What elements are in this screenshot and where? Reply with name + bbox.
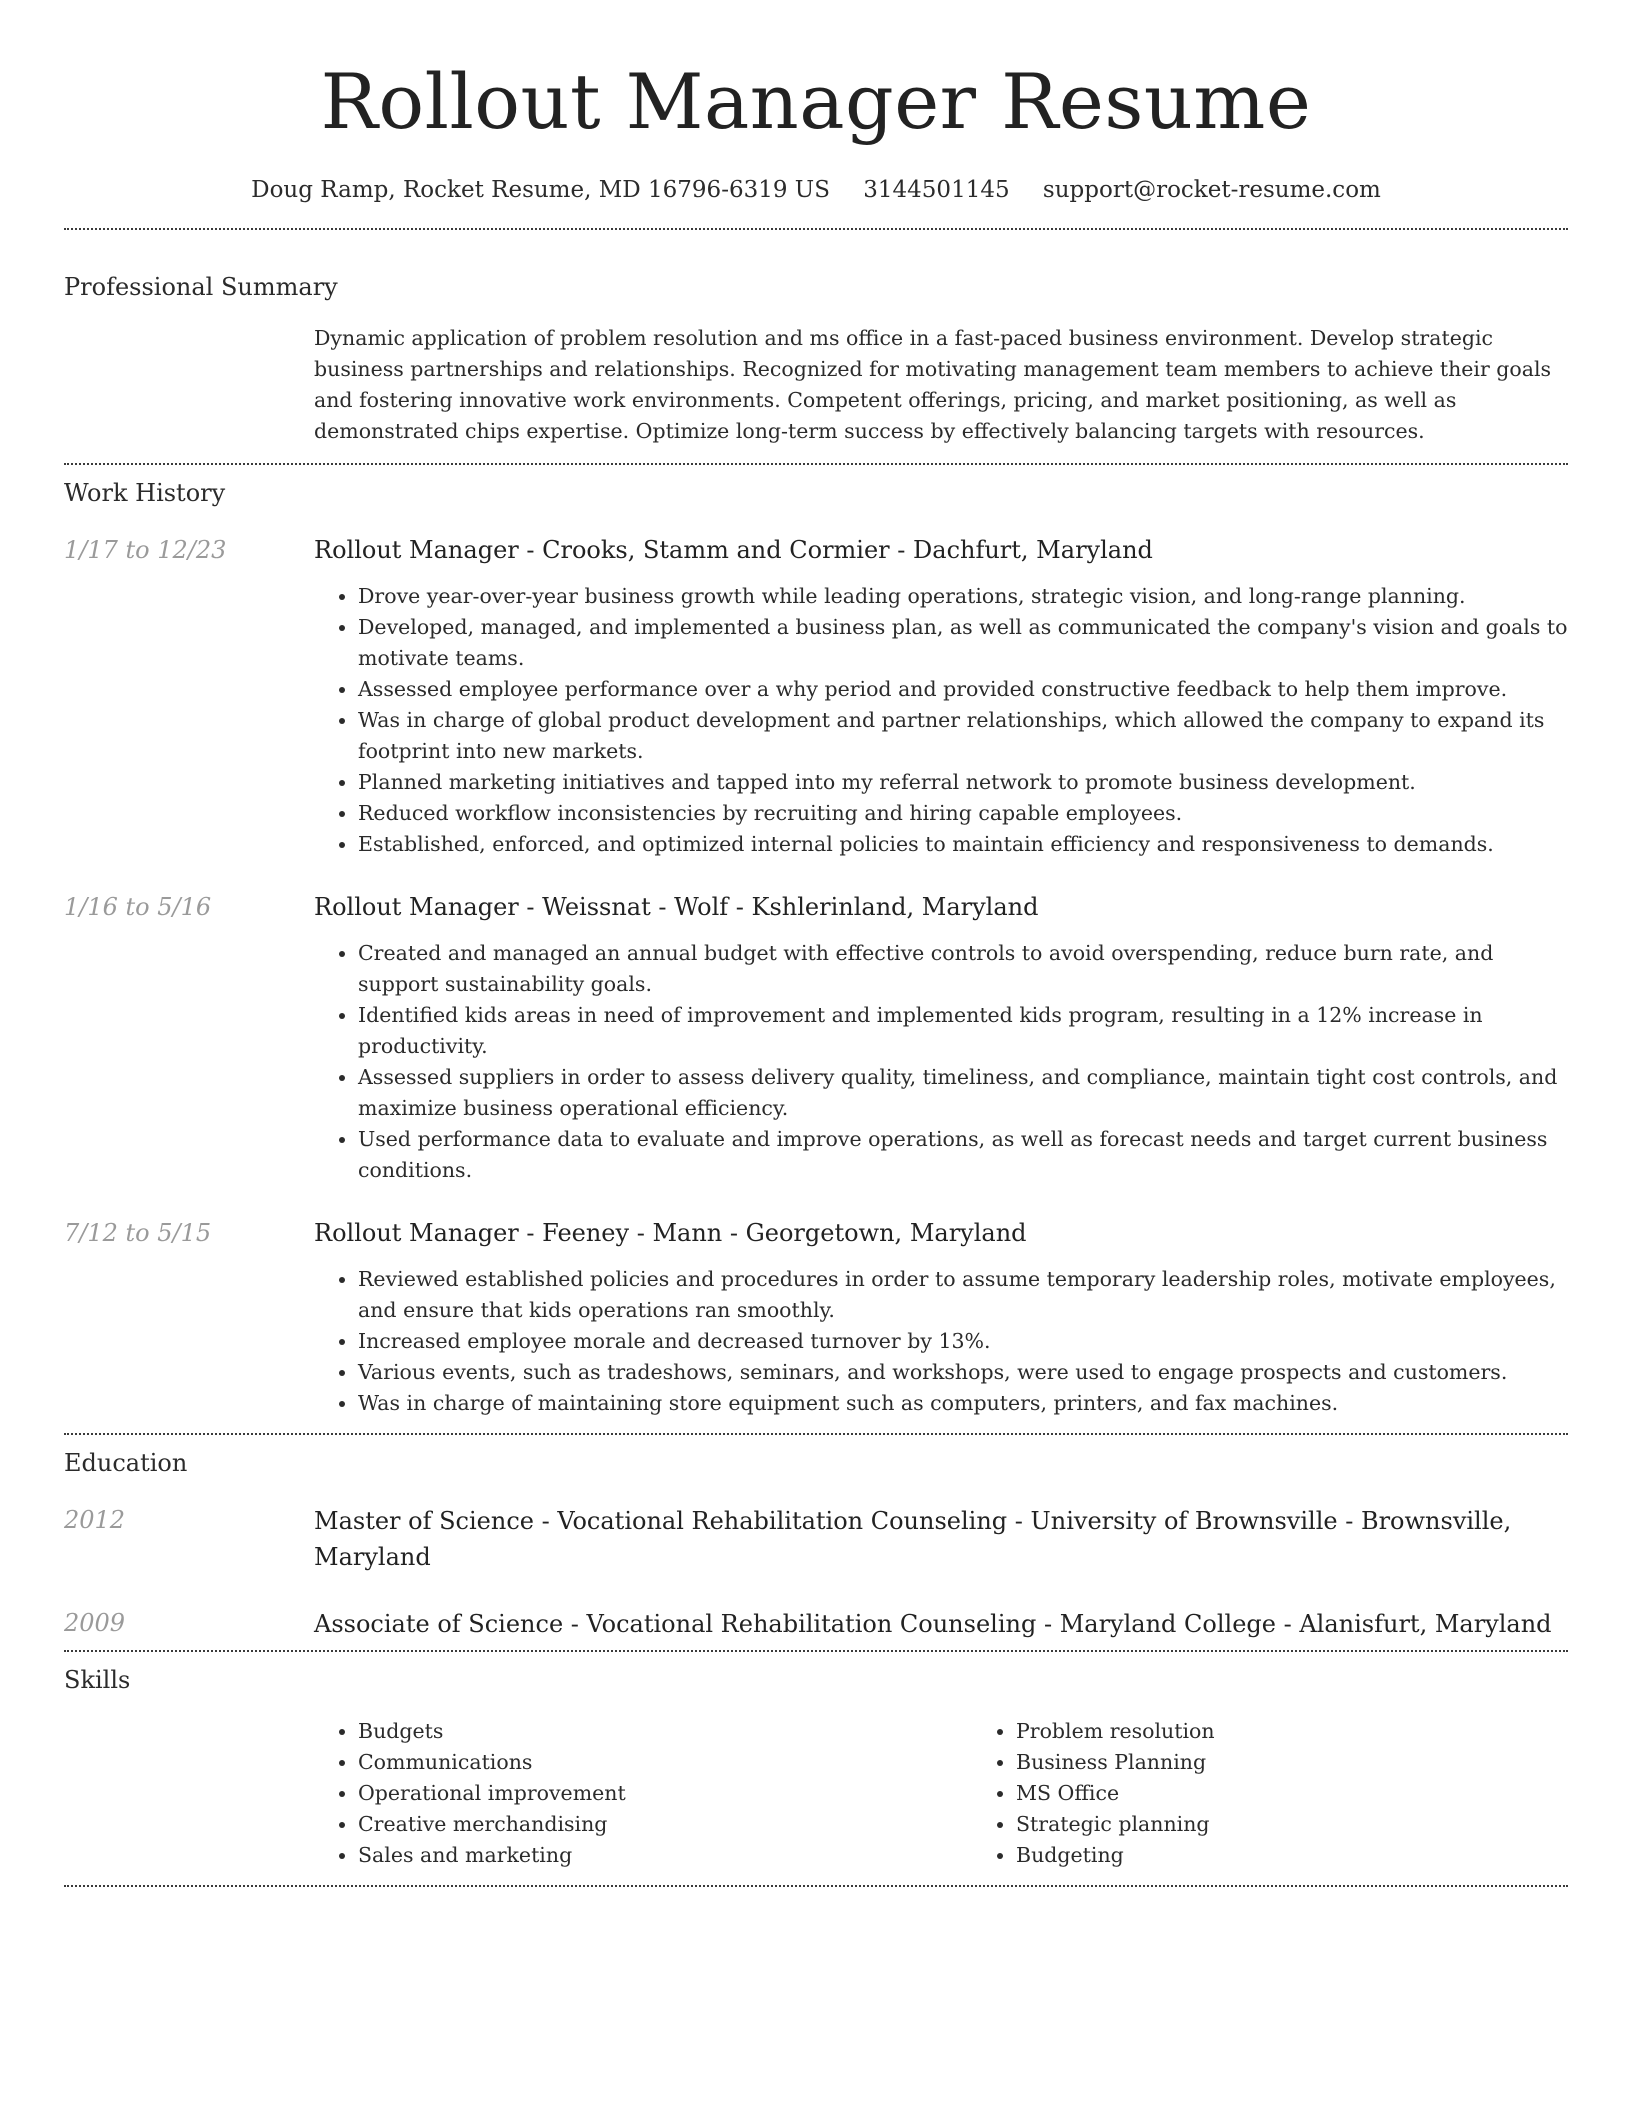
job-bullets [314, 581, 1568, 860]
divider [64, 463, 1568, 465]
job-entry [64, 1216, 1568, 1419]
job-title: Rollout Manager - Crooks, Stamm and Cormier - Dachfurt, Maryland [314, 536, 1153, 564]
job-body [314, 890, 1568, 1186]
summary-body [314, 323, 1568, 447]
job-dates: 1/16 to 5/16 [64, 893, 212, 921]
list-item: • Drove year-over-year business growth while leading operations, strategic vision, and long-range planning. [358, 581, 1568, 612]
job-entry [64, 890, 1568, 1186]
list-item: • Business Planning [1016, 1747, 1630, 1778]
list-item: • MS Office [1016, 1778, 1630, 1809]
list-item: • Developed, managed, and implemented a business plan, as well as communicated the company's vision and goals to motivate teams. [358, 612, 1568, 674]
education-body [314, 1503, 1568, 1575]
list-item: • Increased employee morale and decreased turnover by 13%. [358, 1326, 1568, 1357]
list-item: • Assessed suppliers in order to assess delivery quality, timeliness, and compliance, maintain tight cost controls, and maximize business operational efficiency. [358, 1062, 1568, 1124]
section-heading-work: Work History [64, 479, 226, 507]
job-bullets [314, 1264, 1568, 1419]
job-dates: 1/17 to 12/23 [64, 536, 227, 564]
education-year: 2009 [64, 1609, 126, 1637]
job-body [314, 1216, 1568, 1419]
page-title: Rollout Manager Resume [320, 57, 1312, 146]
section-heading-skills: Skills [64, 1666, 131, 1694]
list-item: • Operational improvement [358, 1778, 972, 1809]
list-item: • Communications [358, 1747, 972, 1778]
job-title: Rollout Manager - Feeney - Mann - Georgetown, Maryland [314, 1219, 1027, 1247]
list-item: • Reviewed established policies and procedures in order to assume temporary leadership roles, motivate employees, and ensure that kids operations ran smoothly. [358, 1264, 1568, 1326]
list-item: • Various events, such as tradeshows, seminars, and workshops, were used to engage prospects and customers. [358, 1357, 1568, 1388]
summary-row [64, 323, 1568, 447]
summary-text: Dynamic application of problem resolution and ms office in a fast-paced business environment. Develop strategic business partnerships and relationships. Recognized for motivating management team members to achieve their goals and fostering innovative work environments. Competent offerings, pricing, and market positioning, as well as demonstrated chips expertise. Optimize long-term success by effectively balancing targets with resources. [314, 326, 1552, 443]
education-body [314, 1606, 1568, 1642]
divider [64, 228, 1568, 230]
list-item: • Strategic planning [1016, 1809, 1630, 1840]
contact-line [64, 174, 1568, 206]
skills-section [64, 1664, 1568, 1871]
summary-spacer [64, 323, 314, 447]
divider [64, 1885, 1568, 1887]
education-entry [64, 1503, 1568, 1575]
divider [64, 1650, 1568, 1652]
skills-grid [314, 1716, 1568, 1871]
contact-phone: 3144501145 [863, 177, 1010, 203]
list-item: • Created and managed an annual budget with effective controls to avoid overspending, reduce burn rate, and support sustainability goals. [358, 938, 1568, 1000]
list-item: • Identified kids areas in need of improvement and implemented kids program, resulting in a 12% increase in productivity. [358, 1000, 1568, 1062]
job-title: Rollout Manager - Weissnat - Wolf - Kshlerinland, Maryland [314, 893, 1039, 921]
list-item: • Creative merchandising [358, 1809, 972, 1840]
section-heading-summary: Professional Summary [64, 273, 338, 301]
list-item: • Planned marketing initiatives and tapped into my referral network to promote business development. [358, 767, 1568, 798]
list-item: • Sales and marketing [358, 1840, 972, 1871]
skills-list-left [314, 1716, 972, 1871]
education-entry [64, 1606, 1568, 1642]
contact-address: Doug Ramp, Rocket Resume, MD 16796-6319 US [251, 177, 830, 203]
list-item: • Budgets [358, 1716, 972, 1747]
section-heading-education: Education [64, 1449, 188, 1477]
list-item: • Established, enforced, and optimized internal policies to maintain efficiency and responsiveness to demands. [358, 829, 1568, 860]
education-title: Master of Science - Vocational Rehabilitation Counseling - University of Brownsville - Brownsville, Maryland [314, 1507, 1512, 1571]
education-title: Associate of Science - Vocational Rehabilitation Counseling - Maryland College - Alanisfurt, Maryland [314, 1610, 1552, 1638]
skills-list-right [972, 1716, 1630, 1871]
skills-row [64, 1716, 1568, 1871]
list-item: • Problem resolution [1016, 1716, 1630, 1747]
job-entry [64, 533, 1568, 860]
list-item: • Used performance data to evaluate and improve operations, as well as forecast needs and target current business conditions. [358, 1124, 1568, 1186]
list-item: • Assessed employee performance over a why period and provided constructive feedback to help them improve. [358, 674, 1568, 705]
summary-section [64, 271, 1568, 447]
education-year: 2012 [64, 1506, 126, 1534]
list-item: • Reduced workflow inconsistencies by recruiting and hiring capable employees. [358, 798, 1568, 829]
contact-email: support@rocket-resume.com [1042, 177, 1381, 203]
list-item: • Was in charge of maintaining store equipment such as computers, printers, and fax machines. [358, 1388, 1568, 1419]
list-item: • Budgeting [1016, 1840, 1630, 1871]
work-history-section [64, 477, 1568, 1419]
divider [64, 1433, 1568, 1435]
job-bullets [314, 938, 1568, 1186]
education-section [64, 1447, 1568, 1642]
job-body [314, 533, 1568, 860]
list-item: • Was in charge of global product development and partner relationships, which allowed the company to expand its footprint into new markets. [358, 705, 1568, 767]
skills-spacer [64, 1716, 314, 1871]
job-dates: 7/12 to 5/15 [64, 1219, 212, 1247]
